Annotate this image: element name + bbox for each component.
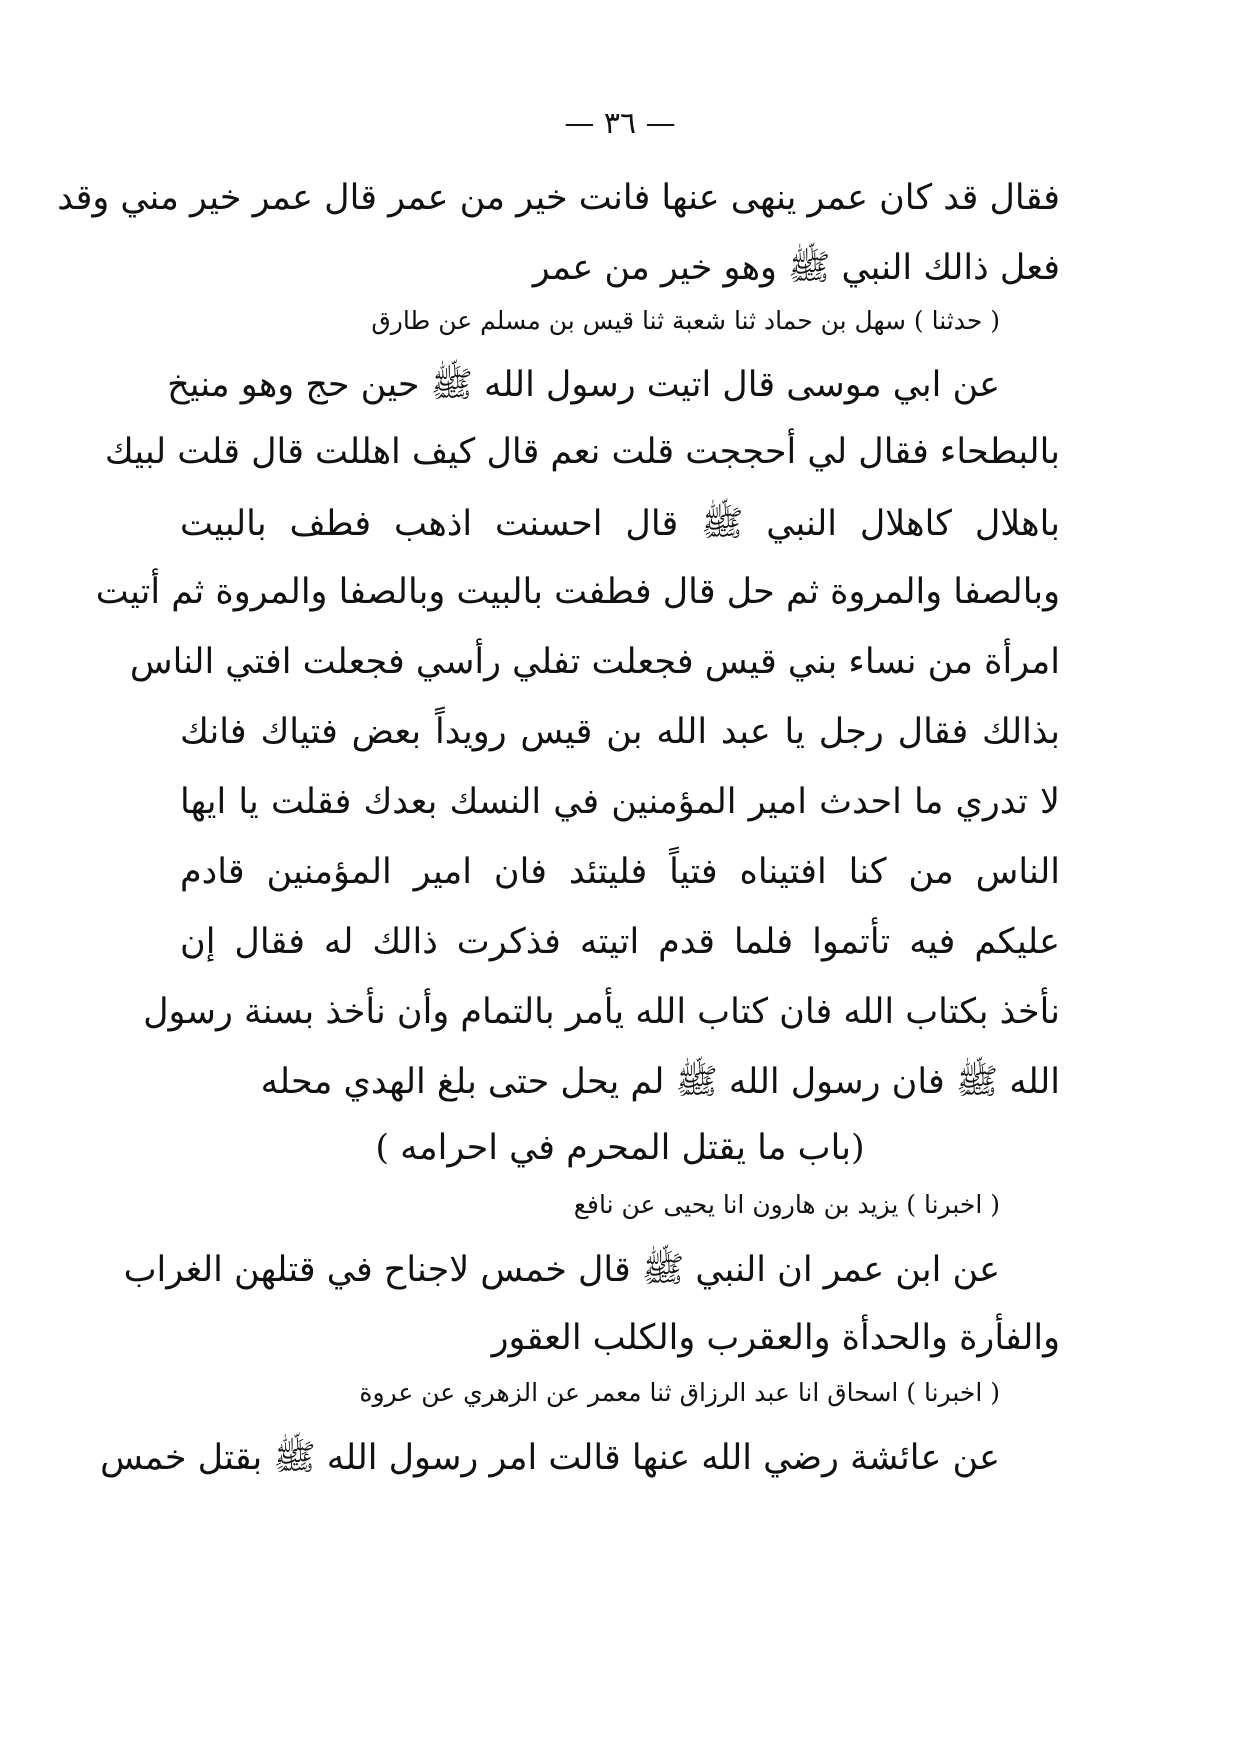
text-line: باهلال كاهلال النبي ﷺ قال احسنت اذهب فطف بالبيت: [180, 504, 1060, 544]
text-line: لا تدري ما احدث امير المؤمنين في النسك بعدك فقلت يا ايها: [180, 782, 1060, 822]
isnad-line: ( اخبرنا ) اسحاق انا عبد الرزاق ثنا معمر عن الزهري عن عروة: [359, 1378, 1000, 1407]
isnad-line: ( حدثنا ) سهل بن حماد ثنا شعبة ثنا قيس بن مسلم عن طارق: [371, 306, 1000, 335]
page-number: — ٣٦ —: [564, 106, 676, 141]
text-line: عليكم فيه تأتموا فلما قدم اتيته فذكرت ذالك له فقال إن: [180, 922, 1060, 962]
isnad-line: ( اخبرنا ) يزيد بن هارون انا يحيى عن نافع: [573, 1190, 1000, 1219]
text-line: عن ابي موسى قال اتيت رسول الله ﷺ حين حج وهو منيخ: [167, 365, 1000, 405]
text-line: عن ابن عمر ان النبي ﷺ قال خمس لاجناح في قتلهن الغراب: [123, 1250, 1000, 1290]
text-line: الله ﷺ فان رسول الله ﷺ لم يحل حتى بلغ الهدي محله: [260, 1062, 1060, 1102]
text-line: نأخذ بكتاب الله فان كتاب الله يأمر بالتمام وأن نأخذ بسنة رسول: [143, 992, 1060, 1032]
text-line: والفأرة والحدأة والعقرب والكلب العقور: [491, 1318, 1060, 1358]
text-line: بالبطحاء فقال لي أحججت قلت نعم قال كيف اهللت قال قلت لبيك: [104, 432, 1060, 472]
text-line: امرأة من نساء بني قيس فجعلت تفلي رأسي فجعلت افتي الناس: [129, 642, 1060, 682]
text-line: فعل ذالك النبي ﷺ وهو خير من عمر: [532, 248, 1060, 288]
text-line: بذالك فقال رجل يا عبد الله بن قيس رويداً بعض فتياك فانك: [180, 712, 1060, 752]
text-line: وبالصفا والمروة ثم حل قال فطفت بالبيت وبالصفا والمروة ثم أتيت: [95, 572, 1060, 612]
text-line: الناس من كنا افتيناه فتياً فليتئد فان امير المؤمنين قادم: [180, 852, 1060, 892]
text-line: فقال قد كان عمر ينهى عنها فانت خير من عمر قال عمر خير مني وقد: [57, 178, 1060, 218]
chapter-heading: (باب ما يقتل المحرم في احرامه ): [375, 1128, 865, 1168]
text-line: عن عائشة رضي الله عنها قالت امر رسول الله ﷺ بقتل خمس: [100, 1438, 1000, 1478]
